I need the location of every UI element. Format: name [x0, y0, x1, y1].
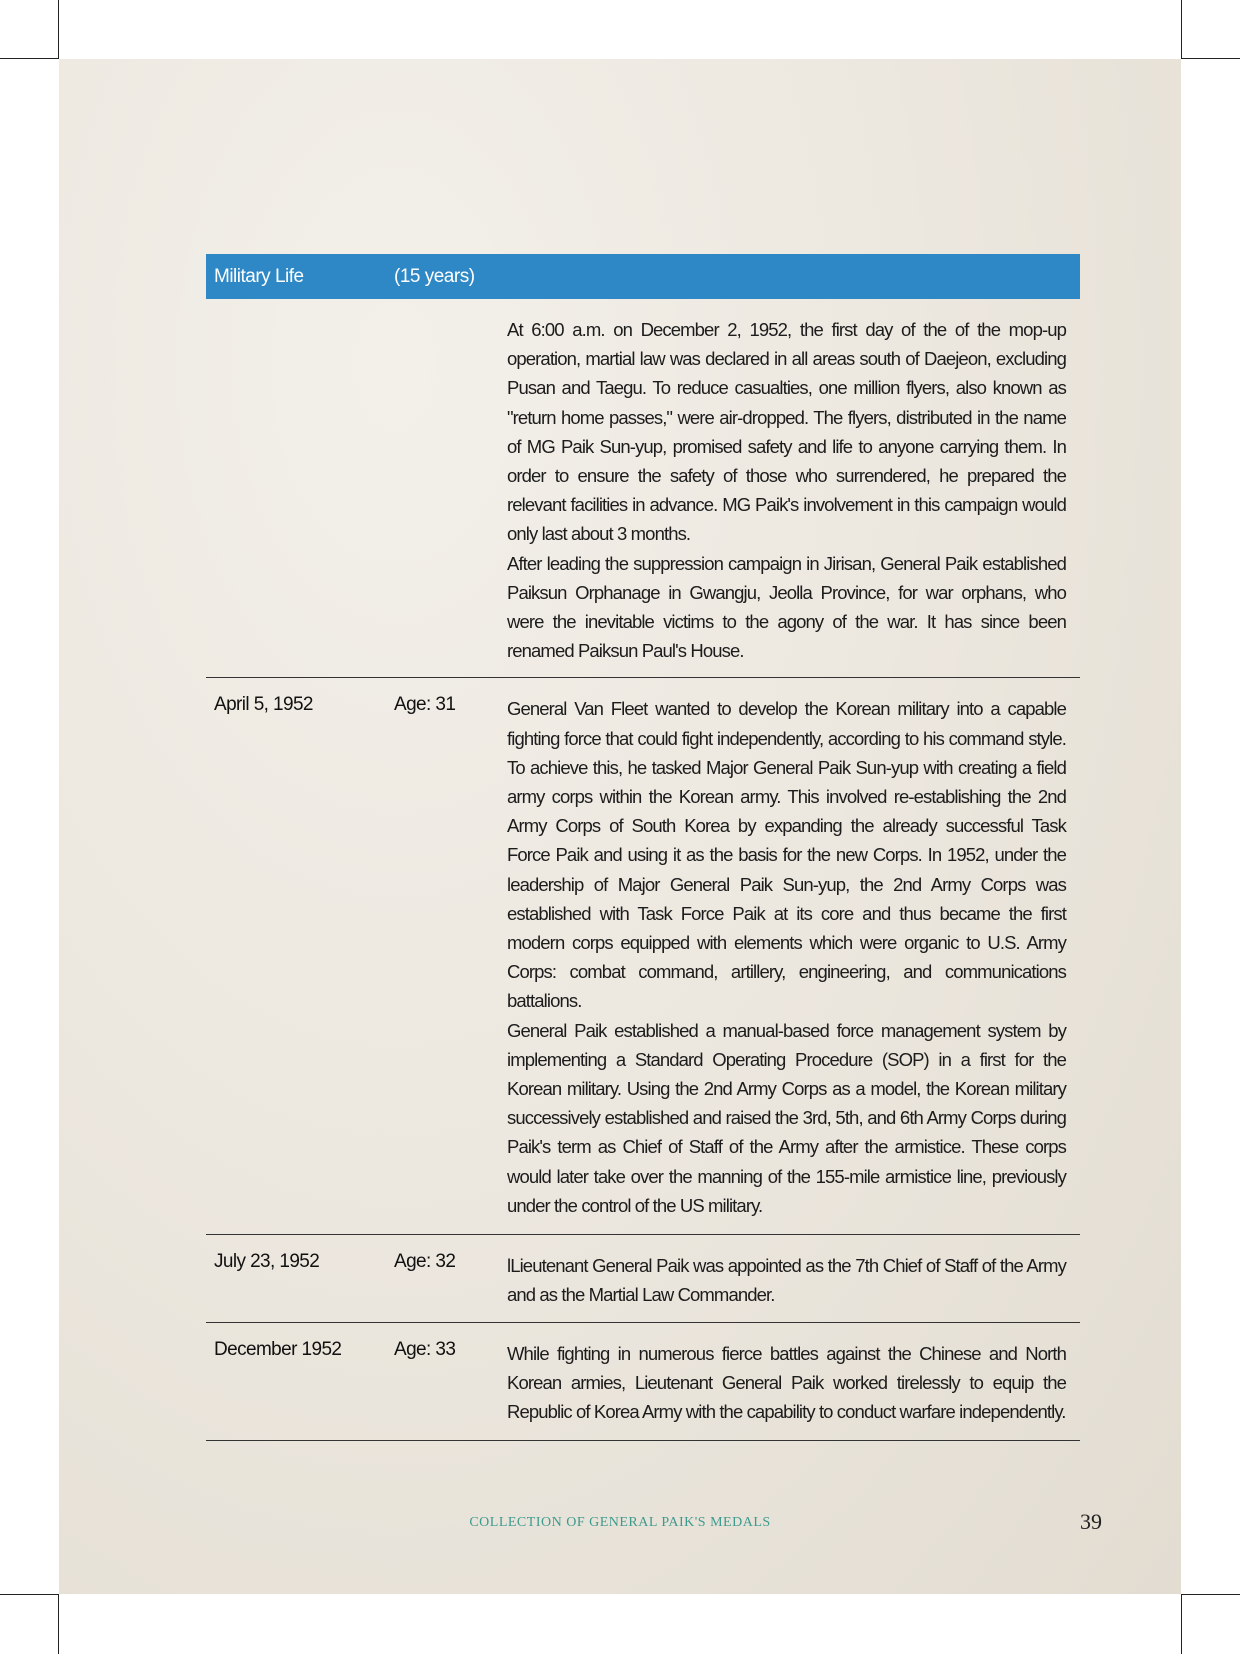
entry-date — [206, 315, 394, 665]
entry-text — [507, 684, 1066, 1220]
entry-paragraph: General Van Fleet wanted to develop the Korean military into a capable fighting force that could fight independently, according to his command style. To achieve this, he tasked Major General Paik Sun-yup with creating a field army corps within the Korean army. This involved re-establishing the 2nd Army Corps of South Korea by expanding the already successful Task Force Paik and using it as the basis for the new Corps. In 1952, under the leadership of Major General Paik Sun-yup, the 2nd Army Corps was established with Task Force Paik at its core and thus became the first modern corps equipped with elements which were organic to U.S. Army Corps: combat command, artillery, engineering, and communications battalions. — [507, 698, 1066, 1012]
timeline-row — [206, 1235, 1080, 1321]
footer-title: COLLECTION OF GENERAL PAIK'S MEDALS — [469, 1515, 771, 1530]
section-title: Military Life — [214, 265, 304, 287]
entry-paragraph: lLieutenant General Paik was appointed as the 7th Chief of Staff of the Army and as the Martial Law Commander. — [507, 1255, 1066, 1306]
crop-mark — [1181, 58, 1240, 59]
table-header — [206, 254, 1080, 299]
timeline-row — [206, 299, 1080, 677]
entry-text — [507, 315, 1066, 665]
entry-paragraph: After leading the suppression campaign in Jirisan, General Paik established Paiksun Orphanage in Gwangju, Jeolla Province, for war orphans, who were the inevitable victims to the agony of the war. It has since been renamed Paiksun Paul's House. — [507, 552, 1066, 662]
page-number: 39 — [1080, 1509, 1102, 1534]
entry-text — [507, 1329, 1066, 1427]
entry-date: April 5, 1952 — [214, 694, 313, 716]
crop-mark — [0, 1594, 59, 1595]
entry-age: Age: 33 — [394, 1338, 456, 1360]
timeline-row — [206, 678, 1080, 1234]
crop-mark — [1181, 1594, 1182, 1654]
entry-paragraph: At 6:00 a.m. on December 2, 1952, the first day of the of the mop-up operation, martial law was declared in all areas south of Daejeon, excluding Pusan and Taegu. To reduce casualties, one million flyers, also known as "return home passes," were air-dropped. The flyers, distributed in the name of MG Paik Sun-yup, promised safety and life to anyone carrying them. In order to ensure the safety of those who surrendered, he prepared the relevant facilities in advance. MG Paik's involvement in this campaign would only last about 3 months. — [507, 319, 1066, 545]
timeline-row — [206, 1323, 1080, 1441]
entry-paragraph: General Paik established a manual-based force management system by implementing a Standard Operating Procedure (SOP) in a first for the Korean military. Using the 2nd Army Corps as a model, the Korean military successively established and raised the 3rd, 5th, and 6th Army Corps during Paik's term as Chief of Staff of the Army after the armistice. These corps would later take over the manning of the 155-mile armistice line, previously under the control of the US military. — [507, 1019, 1066, 1216]
crop-mark — [58, 0, 59, 59]
entry-text — [507, 1241, 1066, 1309]
timeline-table — [206, 254, 1080, 1441]
entry-age: Age: 31 — [394, 694, 456, 716]
entry-age — [394, 315, 507, 665]
entry-date: July 23, 1952 — [214, 1251, 320, 1273]
row-divider — [206, 1440, 1080, 1441]
crop-mark — [0, 58, 59, 59]
entry-date: December 1952 — [214, 1338, 342, 1360]
crop-mark — [1181, 1594, 1240, 1595]
entry-paragraph: While fighting in numerous fierce battles against the Chinese and North Korean armies, Lieutenant General Paik worked tirelessly to equip the Republic of Korea Army with the capability to conduct warfare independently. — [507, 1342, 1066, 1422]
entry-age: Age: 32 — [394, 1251, 456, 1273]
crop-mark — [1181, 0, 1182, 59]
section-duration: (15 years) — [394, 265, 475, 287]
crop-mark — [58, 1594, 59, 1654]
